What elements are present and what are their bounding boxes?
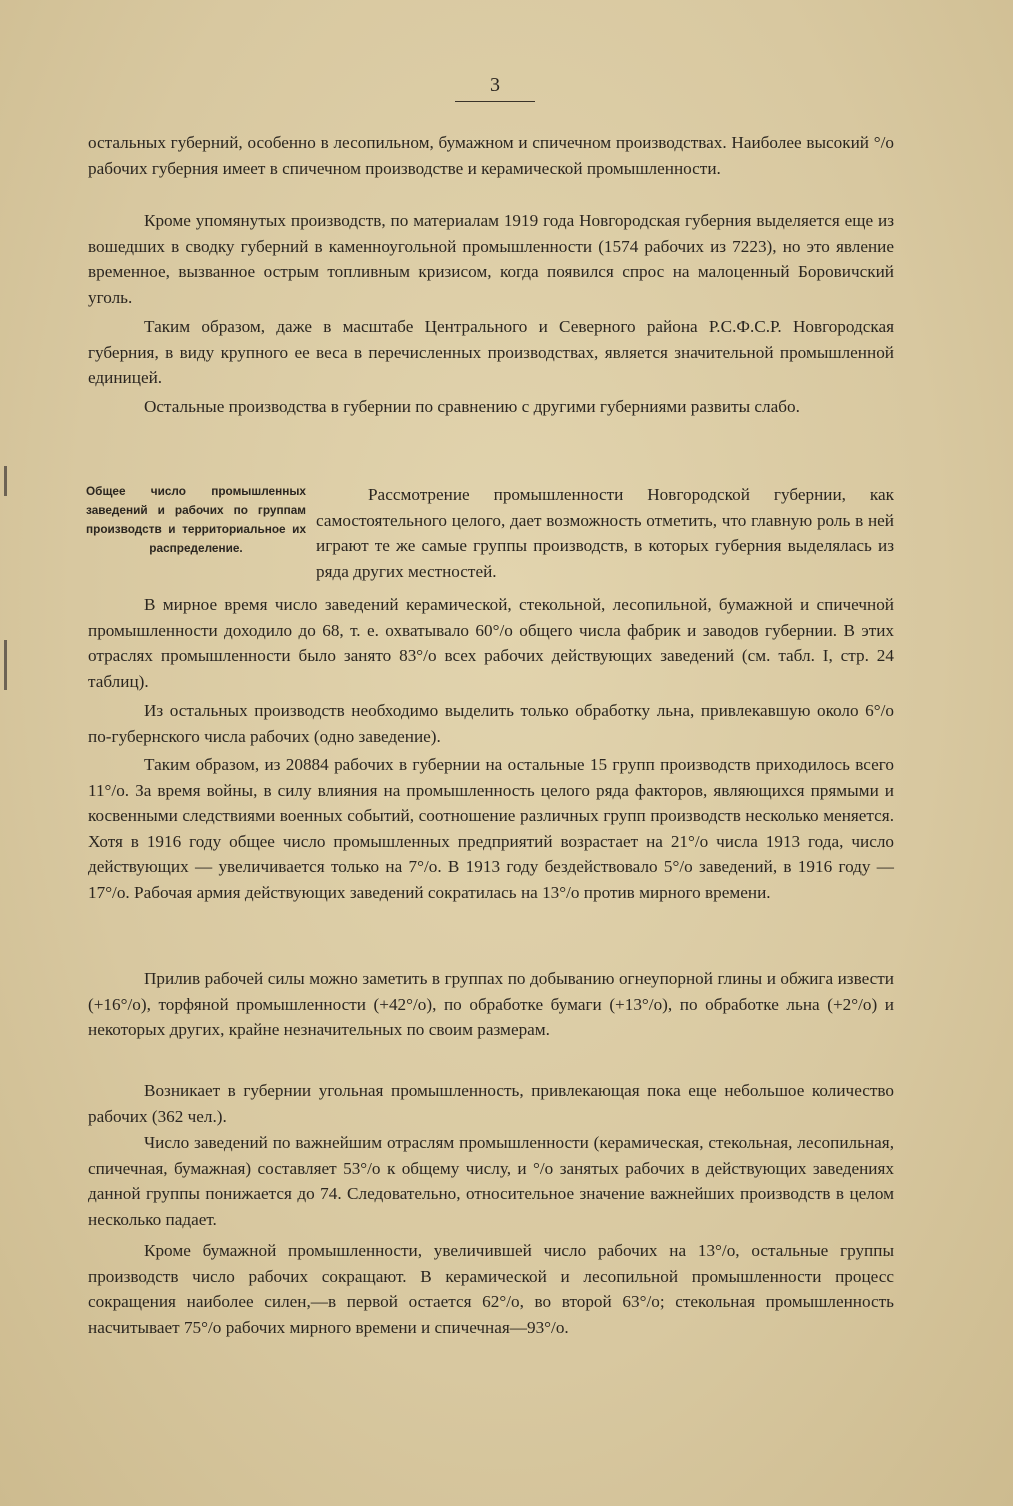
paragraph: Таким образом, из 20884 рабочих в губернии на остальные 15 групп производств приходилось всего 11°/o. За время войны, в силу влияния на промышленность целого ряда факторов, являющихся прямыми и косвенными следствиями военных событий, соотношение различных групп производств несколько меняется. Хотя в 1916 году общее число промышленных предприятий возрастает на 21°/o числа 1913 года, число действующих — увеличивается только на 7°/o. В 1913 году бездействовало 5°/o заведений, в 1916 году — 17°/o. Рабочая армия действующих заведений сократилась на 13°/o против мирного времени. [88,755,894,902]
paragraph: Из остальных производств необходимо выделить только обработку льна, привлекавшую около 6°/o по-губернского числа рабочих (одно заведение). [88,701,894,746]
margin-heading: Общее число промышленных заведений и рабочих по группам производств и территориальное их распределение. [86,484,306,555]
paragraph: Число заведений по важнейшим отраслям промышленности (керамическая, стекольная, лесопильная, спичечная, бумажная) составляет 53°/o к общему числу, и °/o занятых рабочих в действующих заведениях данной группы понижается до 74. Следовательно, относительное значение важнейших производств в целом несколько падает. [88,1133,894,1229]
paragraph: Остальные производства в губернии по сравнению с другими губерниями развиты слабо. [144,397,800,416]
scan-edge-mark [4,466,7,496]
paragraph: Кроме бумажной промышленности, увеличившей число рабочих на 13°/o, остальные группы производств число рабочих сокращают. В керамической и лесопильной промышленности процесс сокращения наиболее силен,—в первой остается 62°/o, во второй 63°/o; стекольная промышленность насчитывает 75°/o рабочих мирного времени и спичечная—93°/o. [88,1241,894,1337]
page-number: 3 [455,74,535,102]
paragraph: Кроме упомянутых производств, по материалам 1919 года Новгородская губерния выделяется еще из вошедших в сводку губерний в каменноугольной промышленности (1574 рабочих из 7223), но это явление временное, вызванное острым топливным кризисом, когда появился спрос на малоценный Боровичский уголь. [88,211,894,307]
paragraph: остальных губерний, особенно в лесопильном, бумажном и спичечном производствах. Наиболее высокий °/o рабочих губерния имеет в спичечном производстве и керамической промышленности. [88,133,894,178]
paragraph: В мирное время число заведений керамической, стекольной, лесопильной, бумажной и спичечной промышленности доходило до 68, т. е. охватывало 60°/o общего числа фабрик и заводов губернии. В этих отраслях промышленности было занято 83°/o всех рабочих действующих заведений (см. табл. I, стр. 24 таблиц). [88,595,894,691]
paragraph: Прилив рабочей силы можно заметить в группах по добыванию огнеупорной глины и обжига извести (+16°/o), торфяной промышленности (+42°/o), по обработке бумаги (+13°/o), по обработке льна (+2°/o) и некоторых других, крайне незначительных по своим размерам. [88,969,894,1040]
scan-edge-mark [4,640,7,690]
paragraph: Возникает в губернии угольная промышленность, привлекающая пока еще небольшое количество рабочих (362 чел.). [88,1081,894,1126]
paragraph: Таким образом, даже в масштабе Центрального и Северного района Р.С.Ф.С.Р. Новгородская губерния, в виду крупного ее веса в перечисленных производствах, является значительной промышленной единицей. [88,317,894,388]
paragraph: Рассмотрение промышленности Новгородской губернии, как самостоятельного целого, дает возможность отметить, что главную роль в ней играют те же самые группы производств, в которых губерния выделялась из ряда других местностей. [316,485,894,581]
